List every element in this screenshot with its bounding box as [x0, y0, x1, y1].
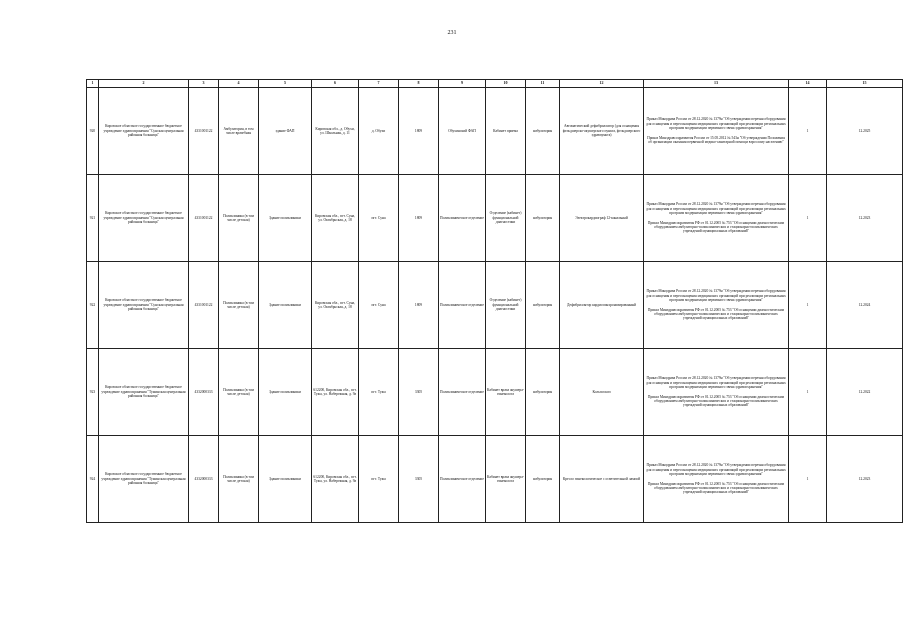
address: Кировская обл., пгт. Суна, ул. Октябрьская, д. 18 — [312, 175, 359, 262]
equipment-register-table — [86, 79, 903, 523]
equipment-name: Электрокардиограф 12-канальный — [560, 175, 644, 262]
organization-name: Кировское областное государственное бюджетное учреждение здравоохранения "Тужинская центральная районная больница" — [99, 436, 189, 523]
due-date: 12.2022 — [827, 349, 903, 436]
column-header: 12 — [560, 80, 644, 88]
legal-basis — [644, 88, 789, 175]
row-number: 920 — [87, 88, 99, 175]
oktmo-code: 1809 — [399, 262, 439, 349]
table-row — [87, 88, 903, 175]
equipment-name: Кресло гинекологическое с осветительной лампой — [560, 436, 644, 523]
unit-type: Поликлиника (в том числе детская) — [219, 349, 259, 436]
department: Поликлиническое отделение — [439, 436, 486, 523]
quantity: 1 — [789, 88, 827, 175]
unit-type: Поликлиника (в том числе детская) — [219, 175, 259, 262]
legal-basis-primary: Приказ Минздрава России от 28.12.2020 № 1379н "Об утверждении перечня оборудования для оснащения и переоснащения медицинских организаций при реализации региональных программ модернизации первичного звена здравоохранения" — [646, 463, 786, 477]
organization-name: Кировское областное государственное бюджетное учреждение здравоохранения "Тужинская центральная районная больница" — [99, 349, 189, 436]
quantity: 1 — [789, 175, 827, 262]
row-number: 921 — [87, 175, 99, 262]
building-name: здание ФАП — [259, 88, 312, 175]
column-header: 7 — [359, 80, 399, 88]
row-number: 923 — [87, 349, 99, 436]
due-date: 12.2025 — [827, 88, 903, 175]
column-header: 14 — [789, 80, 827, 88]
inn-code: 4331001122 — [189, 262, 219, 349]
equipment-name: Дефибриллятор кардиосинхронизированный — [560, 262, 644, 349]
column-header: 11 — [526, 80, 560, 88]
building-name: Здание поликлиники — [259, 262, 312, 349]
room: Отделение (кабинет) функциональной диагностики — [486, 262, 526, 349]
legal-basis — [644, 262, 789, 349]
locality: пгт. Тужа — [359, 436, 399, 523]
column-header: 1 — [87, 80, 99, 88]
locality: пгт. Тужа — [359, 349, 399, 436]
column-header: 6 — [312, 80, 359, 88]
legal-basis-primary: Приказ Минздрава России от 28.12.2020 № 1379н "Об утверждении перечня оборудования для оснащения и переоснащения медицинских организаций при реализации региональных программ модернизации первичного звена здравоохранения" — [646, 376, 786, 390]
room: Кабинет приема — [486, 88, 526, 175]
column-header: 13 — [644, 80, 789, 88]
oktmo-code: 1809 — [399, 88, 439, 175]
building-name: Здание поликлиники — [259, 349, 312, 436]
legal-basis-primary: Приказ Минздрава России от 28.12.2020 № 1379н "Об утверждении перечня оборудования для оснащения и переоснащения медицинских организаций при реализации региональных программ модернизации первичного звена здравоохранения" — [646, 289, 786, 303]
row-number: 924 — [87, 436, 99, 523]
table-row — [87, 436, 903, 523]
legal-basis — [644, 175, 789, 262]
care-type: амбулатория — [526, 349, 560, 436]
locality: пгт. Суна — [359, 262, 399, 349]
column-number-row — [87, 80, 903, 88]
equipment-name: Автоматический дефибриллятор (для оснащения фельдшерско-акушерского пункта, фельдшерского здравпункта) — [560, 88, 644, 175]
care-type: амбулатория — [526, 88, 560, 175]
unit-type: Поликлиника (в том числе детская) — [219, 436, 259, 523]
quantity: 1 — [789, 262, 827, 349]
legal-basis-primary: Приказ Минздрава России от 28.12.2020 № 1379н "Об утверждении перечня оборудования для оснащения и переоснащения медицинских организаций при реализации региональных программ модернизации первичного звена здравоохранения" — [646, 117, 786, 131]
locality: пгт. Суна — [359, 175, 399, 262]
table-row — [87, 175, 903, 262]
inn-code: 4332000333 — [189, 436, 219, 523]
organization-name: Кировское областное государственное бюджетное учреждение здравоохранения "Сунская центральная районная больница" — [99, 88, 189, 175]
legal-basis-primary: Приказ Минздрава России от 28.12.2020 № 1379н "Об утверждении перечня оборудования для оснащения и переоснащения медицинских организаций при реализации региональных программ модернизации первичного звена здравоохранения" — [646, 202, 786, 216]
due-date: 12.2024 — [827, 262, 903, 349]
room: Кабинет врача акушера-гинеколога — [486, 436, 526, 523]
care-type: амбулатория — [526, 262, 560, 349]
row-number: 922 — [87, 262, 99, 349]
care-type: амбулатория — [526, 175, 560, 262]
column-header: 3 — [189, 80, 219, 88]
room: Отделение (кабинет) функциональной диагностики — [486, 175, 526, 262]
organization-name: Кировское областное государственное бюджетное учреждение здравоохранения "Сунская центральная районная больница" — [99, 262, 189, 349]
legal-basis — [644, 349, 789, 436]
inn-code: 4331001122 — [189, 88, 219, 175]
department: Поликлиническое отделение — [439, 349, 486, 436]
address: Кировская обл., пгт. Суна, ул. Октябрьская, д. 18 — [312, 262, 359, 349]
inn-code: 4331001122 — [189, 175, 219, 262]
legal-basis — [644, 436, 789, 523]
department: Поликлиническое отделение — [439, 262, 486, 349]
care-type: амбулатория — [526, 436, 560, 523]
column-header: 9 — [439, 80, 486, 88]
equipment-name: Кольпоскоп — [560, 349, 644, 436]
unit-type: Амбулатория, в том числе врачебная — [219, 88, 259, 175]
column-header: 10 — [486, 80, 526, 88]
legal-basis-secondary: Приказ Минздравсоцразвития РФ от 01.12.2005 № 753 "Об оснащении диагностическим оборудованием амбулаторно-поликлинических и стационарно-поликлинических учреждений муниципальных образований" — [647, 394, 785, 408]
legal-basis-secondary: Приказ Минздравсоцразвития РФ от 01.12.2005 № 753 "Об оснащении диагностическим оборудованием амбулаторно-поликлинических и стационарно-поликлинических учреждений муниципальных образований" — [647, 220, 785, 234]
table-row — [87, 262, 903, 349]
department: Поликлиническое отделение — [439, 175, 486, 262]
quantity: 1 — [789, 436, 827, 523]
column-header: 15 — [827, 80, 903, 88]
building-name: Здание поликлиники — [259, 436, 312, 523]
address: Кировская обл., д. Обухи, ул. Школьная, д. 11 — [312, 88, 359, 175]
building-name: Здание поликлиники — [259, 175, 312, 262]
locality: д. Обухи — [359, 88, 399, 175]
inn-code: 4332000333 — [189, 349, 219, 436]
column-header: 5 — [259, 80, 312, 88]
oktmo-code: 3305 — [399, 349, 439, 436]
oktmo-code: 3305 — [399, 436, 439, 523]
due-date: 12.2023 — [827, 436, 903, 523]
column-header: 2 — [99, 80, 189, 88]
column-header: 4 — [219, 80, 259, 88]
legal-basis-secondary: Приказ Минздравсоцразвития РФ от 01.12.2005 № 753 "Об оснащении диагностическим оборудованием амбулаторно-поликлинических и стационарно-поликлинических учреждений муниципальных образований" — [647, 481, 785, 495]
organization-name: Кировское областное государственное бюджетное учреждение здравоохранения "Сунская центральная районная больница" — [99, 175, 189, 262]
department: Обухинский ФАП — [439, 88, 486, 175]
address: 612200, Кировская обл., пгт. Тужа, ул. Набережная, д. 9а — [312, 349, 359, 436]
legal-basis-secondary: Приказ Минздравсоцразвития России от 15.05.2012 № 543н "Об утверждении Положения об организации оказания первичной медико-санитарной помощи взрослому населению" — [647, 135, 785, 145]
legal-basis-secondary: Приказ Минздравсоцразвития РФ от 01.12.2005 № 753 "Об оснащении диагностическим оборудованием амбулаторно-поликлинических и стационарно-поликлинических учреждений муниципальных образований" — [647, 307, 785, 321]
due-date: 12.2023 — [827, 175, 903, 262]
oktmo-code: 1809 — [399, 175, 439, 262]
column-header: 8 — [399, 80, 439, 88]
table-row — [87, 349, 903, 436]
unit-type: Поликлиника (в том числе детская) — [219, 262, 259, 349]
quantity: 1 — [789, 349, 827, 436]
address: 612200, Кировская обл., пгт. Тужа, ул. Набережная, д. 9а — [312, 436, 359, 523]
page-number: 231 — [447, 30, 457, 36]
room: Кабинет врача акушера-гинеколога — [486, 349, 526, 436]
